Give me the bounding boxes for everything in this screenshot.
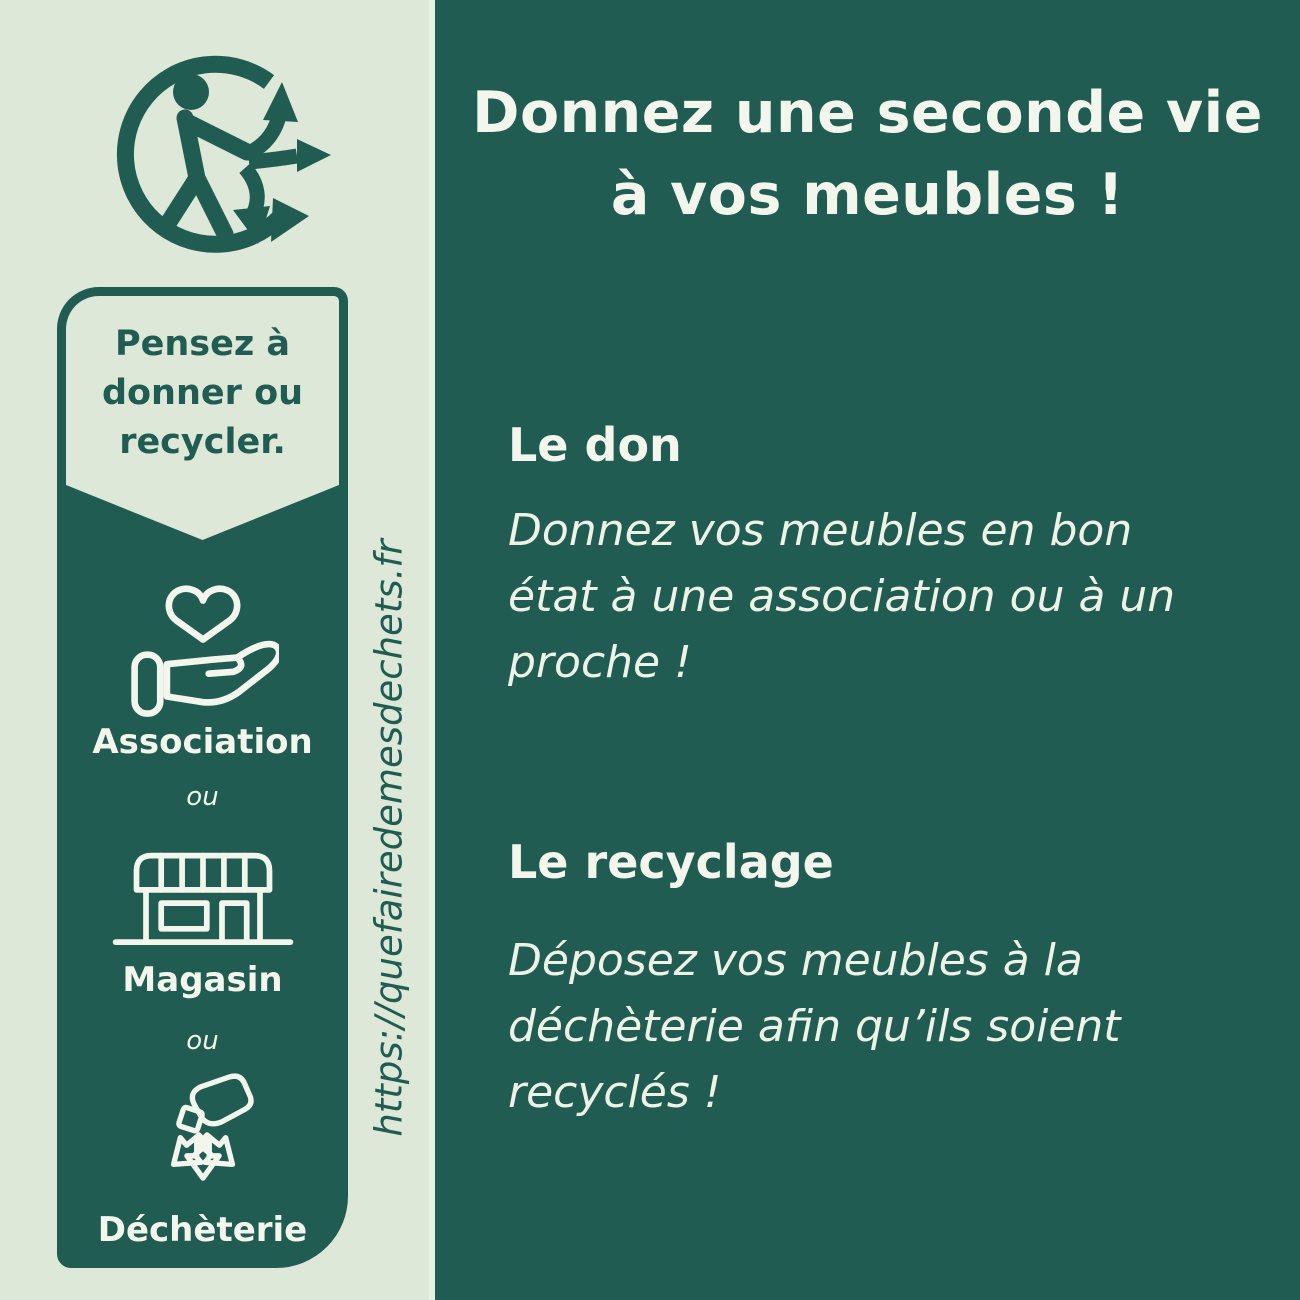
banner-separator-2: ou	[186, 1026, 219, 1056]
section-body-don-line-3: proche !	[508, 637, 692, 688]
section-body-recyclage-line-2: déchèterie afin qu’ils soient	[508, 1001, 1121, 1052]
website-url: https://quefairedemesdechets.fr	[367, 539, 411, 1137]
banner-separator-1: ou	[186, 782, 219, 812]
right-panel	[435, 0, 1300, 1300]
banner-label-decheterie: Déchèterie	[97, 1210, 308, 1250]
banner-header-line-3: recycler.	[119, 422, 286, 462]
banner-label-magasin: Magasin	[122, 960, 283, 1000]
banner-label-association: Association	[92, 722, 313, 762]
banner-ribbon	[57, 287, 348, 1268]
page-title-line-2: à vos meubles !	[610, 162, 1125, 228]
storefront-icon	[66, 841, 339, 951]
page-title	[435, 72, 1300, 236]
triman-recycling-logo-icon	[95, 50, 335, 262]
section-body-don-line-1: Donnez vos meubles en bon	[508, 505, 1133, 556]
banner-header-line-2: donner ou	[101, 373, 304, 413]
section-body-recyclage-line-3: recyclés !	[508, 1067, 722, 1118]
banner-header-line-1: Pensez à	[114, 324, 291, 364]
section-body-don	[508, 498, 1175, 696]
section-heading-don: Le don	[508, 418, 682, 472]
hand-sorting-arrows-icon	[66, 1074, 339, 1200]
banner-header-text	[66, 320, 339, 467]
section-body-don-line-2: état à une association ou à un	[508, 571, 1176, 622]
section-body-recyclage	[508, 928, 1121, 1126]
panel-divider	[429, 0, 435, 1300]
section-body-recyclage-line-1: Déposez vos meubles à la	[508, 935, 1083, 986]
page-title-line-1: Donnez une seconde vie	[472, 80, 1263, 146]
section-heading-recyclage: Le recyclage	[508, 835, 834, 889]
heart-in-hand-icon	[66, 576, 339, 722]
